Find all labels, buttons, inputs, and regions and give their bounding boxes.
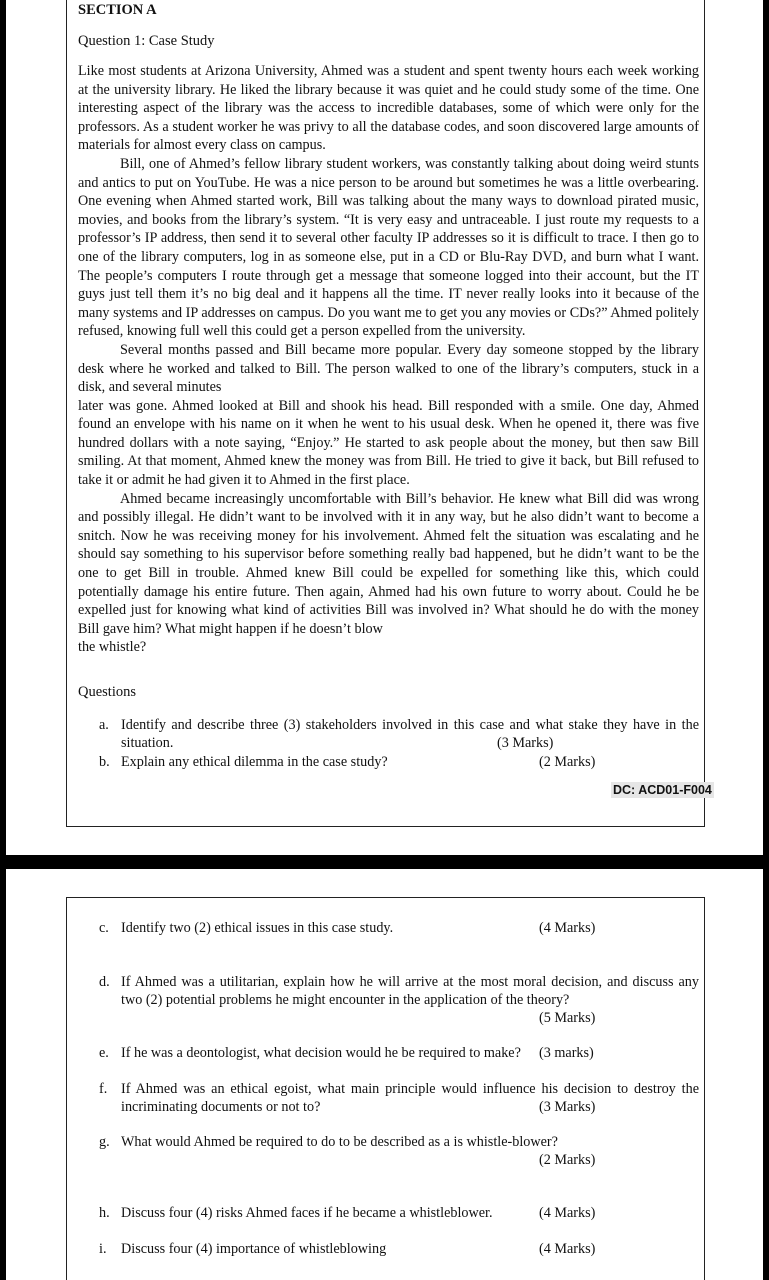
question-letter: d. (99, 974, 110, 990)
question-marks: (2 Marks) (539, 1152, 596, 1168)
question-marks: (4 Marks) (539, 1205, 596, 1221)
document-code-badge: DC: ACD01-F004 (613, 783, 712, 797)
question-item (99, 753, 699, 773)
question-item (99, 716, 699, 756)
question-letter: g. (99, 1134, 110, 1150)
question-letter: c. (99, 920, 109, 936)
questions-heading: Questions (78, 684, 136, 700)
question-marks: (5 Marks) (539, 1010, 596, 1026)
question-marks: (2 Marks) (539, 754, 596, 770)
paragraph: later was gone. Ahmed looked at Bill and shook his head. Bill responded with a smile. One day, Ahmed found an envelope with his name on it when he went to his usual desk. When he opened it, there was five hundred dollars with a note saying, “Enjoy.” He started to ask people about the money, but then saw Bill smiling. At that moment, Ahmed knew the money was from Bill. He tried to give it back, but Bill refused to take it or admit he had given it to Ahmed in the first place. (78, 397, 699, 489)
question-marks: (4 Marks) (539, 1241, 596, 1257)
question-letter: a. (99, 717, 109, 733)
question-marks: (3 Marks) (539, 1099, 596, 1115)
question-text: If Ahmed was an ethical egoist, what main principle would influence his decision to destroy the incriminating documents or not to? (121, 1081, 699, 1116)
question-title: Question 1: Case Study (78, 33, 215, 49)
question-item (99, 1204, 699, 1224)
paragraph: Like most students at Arizona University, Ahmed was a student and spent twenty hours each week working at the university library. He liked the library because it was quiet and he could study some of the time. One interesting aspect of the library was the access to incredible databases, some of which were only for the professors. As a student worker he was privy to all the database codes, and soon discovered large amounts of materials for almost every class on campus. (78, 63, 699, 154)
paragraph: Several months passed and Bill became more popular. Every day someone stopped by the library desk where he worked and talked to Bill. The person walked to one of the library’s computers, stuck in a disk, and several minutes (78, 341, 699, 396)
paragraph: Bill, one of Ahmed’s fellow library student workers, was constantly talking about doing weird stunts and antics to put on YouTube. He was a nice person to be around but sometimes he was a little overbearing. One evening when Ahmed started work, Bill was talking about the many ways to download pirated music, movies, and books from the library’s system. “It is very easy and untraceable. I just route my requests to a professor’s IP address, then send it to several other faculty IP addresses so it is difficult to trace. I then go to one of the library computers, log in as someone else, put in a CD or Blu-Ray DVD, and burn what I want. The people’s computers I route through get a message that someone logged into their account, but the IT guys just tell them it’s no big deal and it happens all the time. IT never really looks into it because of the many systems and IP addresses on campus. Do you want me to get you any movies or CDs?” Ahmed politely refused, knowing full well this could get a person expelled from the university. (78, 155, 699, 340)
question-text: If he was a deontologist, what decision would he be required to make? (121, 1045, 521, 1061)
question-marks: (4 Marks) (539, 920, 596, 936)
question-item (99, 1044, 699, 1064)
question-letter: e. (99, 1045, 109, 1061)
question-text: Identify and describe three (3) stakeholders involved in this case and what stake they have in the situation. (121, 717, 699, 752)
question-item (99, 1133, 699, 1173)
question-text: Explain any ethical dilemma in the case study? (121, 754, 388, 770)
question-item (99, 1080, 699, 1120)
question-letter: f. (99, 1081, 108, 1097)
paragraph: the whistle? (78, 639, 147, 656)
section-heading: SECTION A (78, 2, 157, 18)
question-item (99, 919, 699, 939)
question-item (99, 1240, 699, 1260)
question-letter: h. (99, 1205, 110, 1221)
question-letter: i. (99, 1241, 107, 1257)
document-page-1 (6, 0, 763, 855)
question-text: What would Ahmed be required to do to be described as a is whistle-blower? (121, 1134, 558, 1150)
document-page-2 (6, 869, 763, 1280)
question-text: Discuss four (4) importance of whistleblowing (121, 1241, 387, 1257)
question-letter: b. (99, 754, 110, 770)
question-text: Identify two (2) ethical issues in this case study. (121, 920, 394, 936)
question-text: Discuss four (4) risks Ahmed faces if he became a whistleblower. (121, 1205, 493, 1221)
question-marks: (3 Marks) (497, 735, 554, 751)
question-marks: (3 marks) (539, 1045, 594, 1061)
question-text: If Ahmed was a utilitarian, explain how he will arrive at the most moral decision, and discuss any two (2) potential problems he might encounter in the application of the theory? (121, 974, 699, 1009)
case-study-text (78, 62, 699, 657)
question-item (99, 973, 699, 1029)
paragraph: Ahmed became increasingly uncomfortable with Bill’s behavior. He knew what Bill did was wrong and possibly illegal. He didn’t want to be involved with it in any way, but he also didn’t want to become a snitch. Now he was receiving money for his involvement. Ahmed felt the situation was escalating and he should say something to his supervisor before something really bad happened, but he didn’t want to be the one to get Bill in trouble. Ahmed knew Bill could be expelled for something like this, which could potentially damage his entire future. Then again, Ahmed had his own future to worry about. Could he be expelled just for knowing what kind of activities Bill was involved in? What should he do with the money Bill gave him? What might happen if he doesn’t blow (78, 490, 699, 637)
